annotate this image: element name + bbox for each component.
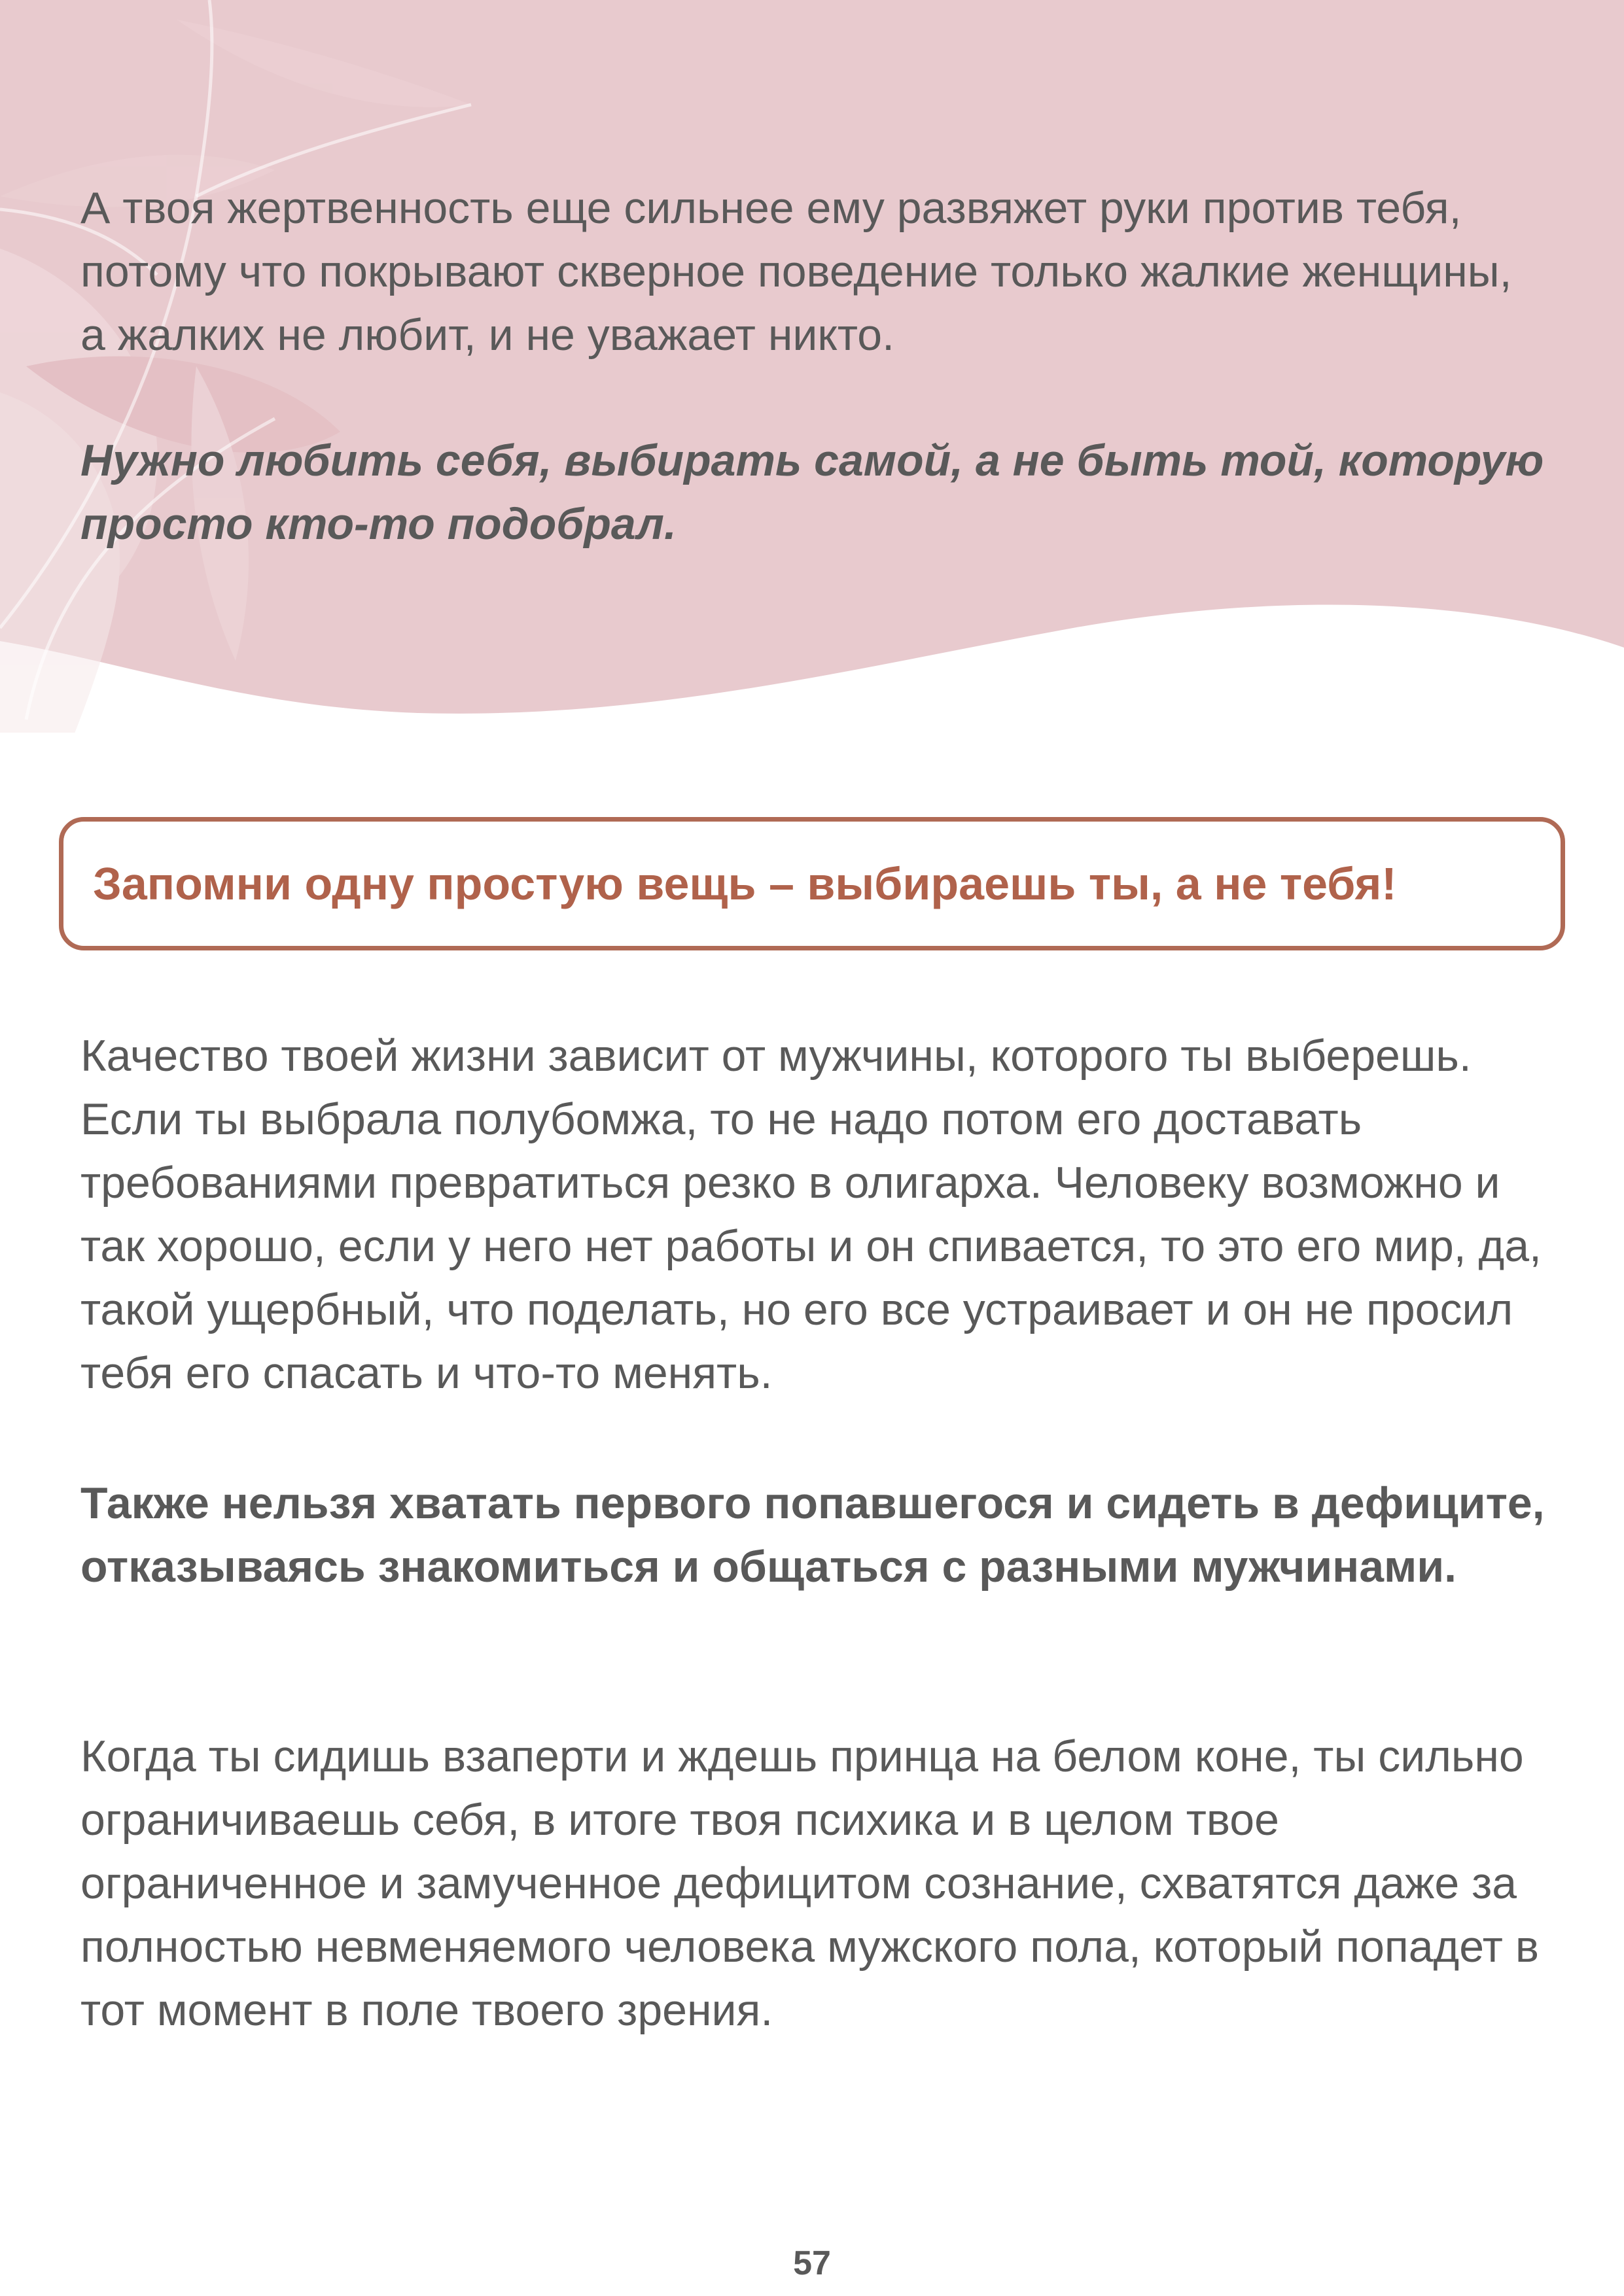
- callout-box: [59, 817, 1565, 950]
- callout-text: Запомни одну простую вещь – выбираешь ты, а не тебя!: [93, 858, 1397, 909]
- body-paragraph-1: Качество твоей жизни зависит от мужчины, которого ты выберешь. Если ты выбрала полубомжа, то не надо потом его доставать требованиями превратиться резко в олигарха. Человеку возможно и так хорошо, если у него нет работы и он спивается, то это его мир, да, такой ущербный, что поделать, но его все устраивает и он не просил тебя его спасать и что-то менять.: [80, 1031, 1542, 1398]
- body-paragraph-2-bold: Также нельзя хватать первого попавшегося и сидеть в дефиците, отказываясь знакомиться и общаться с разными мужчинами.: [80, 1478, 1545, 1592]
- body-paragraph-3: Когда ты сидишь взаперти и ждешь принца на белом коне, ты сильно ограничиваешь себя, в итоге твоя психика и в целом твое ограниченное и замученное дефицитом сознание, схватятся даже за полностью невменяемого человека мужского пола, который попадет в тот момент в поле твоего зрения.: [80, 1731, 1539, 2035]
- page-number: 57: [793, 2244, 831, 2282]
- intro-paragraph: А твоя жертвенность еще сильнее ему развяжет руки против тебя, потому что покрывают скверное поведение только жалкие женщины, а жалких не любит, и не уважает никто.: [80, 183, 1512, 360]
- highlight-quote: Нужно любить себя, выбирать самой, а не быть той, которую просто кто-то подобрал.: [80, 436, 1544, 549]
